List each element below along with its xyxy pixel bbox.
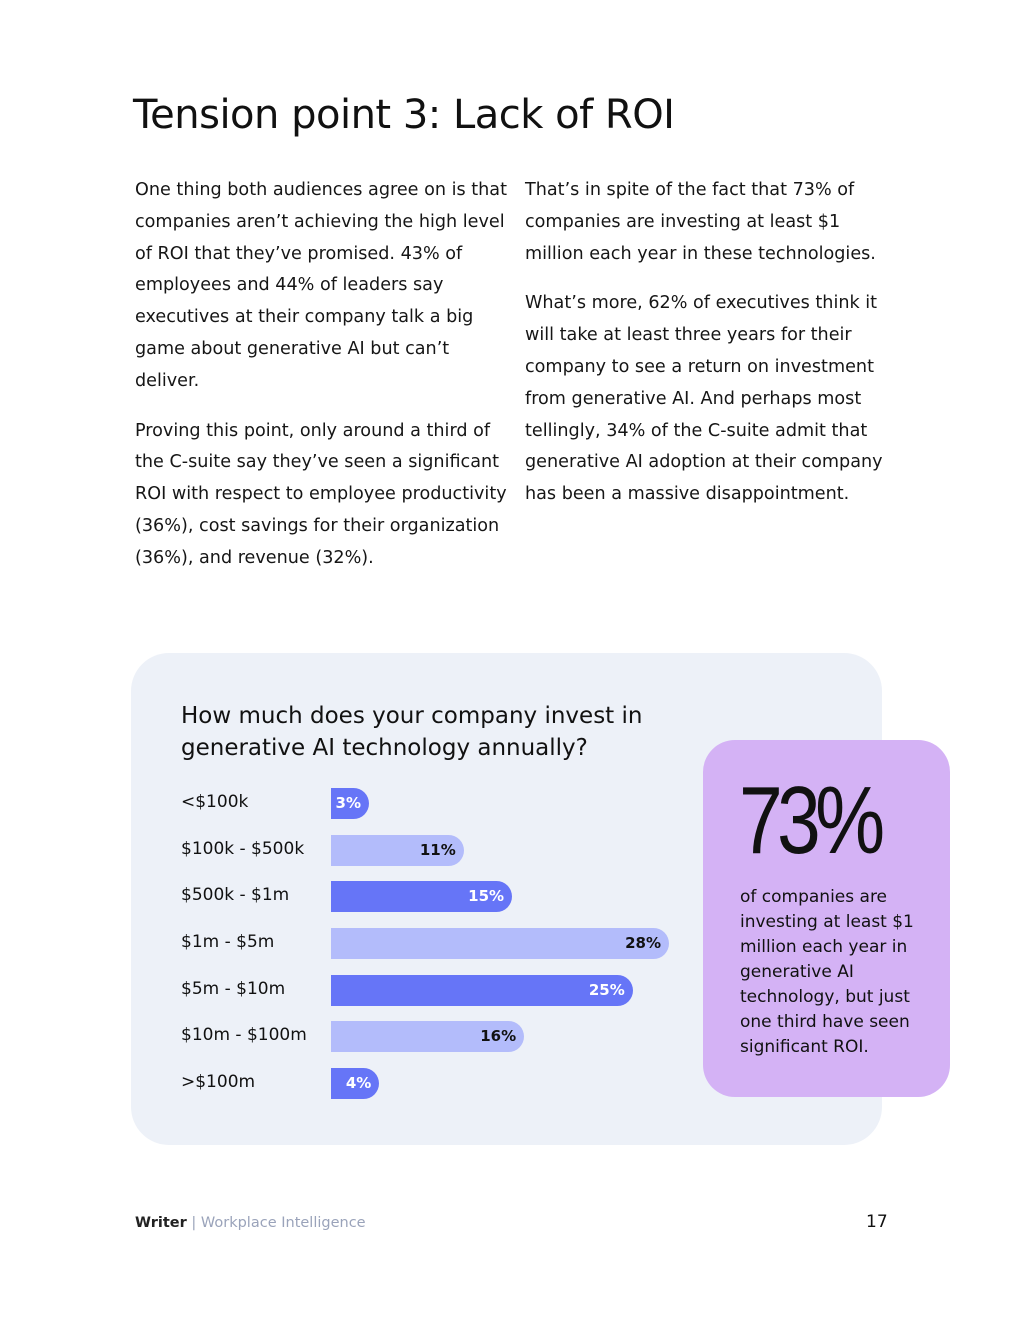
footer-brand: [135, 1215, 366, 1231]
bar-value-label: 3%: [335, 794, 361, 812]
bar: [331, 788, 369, 819]
body-column-right: [525, 175, 897, 529]
bar: [331, 928, 669, 959]
bar: [331, 975, 633, 1006]
bar-value-label: 25%: [588, 980, 625, 999]
bar: [331, 835, 464, 866]
paragraph: One thing both audiences agree on is that companies aren’t achieving the high level of ROI that they’ve promised. 43% of employees and 44% of leaders say executives at their company talk a big game about generative AI but can’t deliver.: [135, 180, 507, 391]
stat-callout-card: [703, 740, 950, 1097]
bar-category-label: $500k - $1m: [181, 885, 290, 906]
bar-category-label: >$100m: [181, 1072, 256, 1093]
bar-value-label: 11%: [419, 840, 456, 859]
bar: [331, 881, 512, 912]
brand-org: Workplace Intelligence: [200, 1215, 366, 1231]
page-number: 17: [866, 1212, 888, 1232]
bar-category-label: $100k - $500k: [181, 838, 305, 859]
brand-name: Writer: [135, 1215, 187, 1231]
bar-value-label: 15%: [468, 887, 505, 906]
bar: [331, 1021, 524, 1052]
page-title: Tension point 3: Lack of ROI: [133, 92, 675, 138]
bar-category-label: $1m - $5m: [181, 932, 275, 953]
body-column-left: [135, 175, 507, 593]
bar-value-label: 4%: [345, 1074, 372, 1093]
bar-category-label: $10m - $100m: [181, 1025, 307, 1046]
brand-separator: |: [191, 1215, 197, 1231]
bar-category-label: <$100k: [181, 792, 249, 812]
bar-value-label: 16%: [480, 1027, 517, 1046]
stat-description: of companies are investing at least $1 million each year in generative AI technology, but just one third have seen significant ROI.: [740, 887, 914, 1057]
paragraph: That’s in spite of the fact that 73% of companies are investing at least $1 million each year in these technologies.: [525, 180, 876, 264]
chart-title: How much does your company invest in generative AI technology annually?: [181, 703, 643, 761]
bar: [331, 1068, 379, 1099]
stat-number: 73%: [739, 767, 880, 874]
paragraph: What’s more, 62% of executives think it will take at least three years for their company to see a return on investment from generative AI. And perhaps most tellingly, 34% of the C-suite admit that generative AI adoption at their company has been a massive disappointment.: [525, 293, 883, 505]
bar-value-label: 28%: [625, 934, 661, 953]
bar-category-label: $5m - $10m: [181, 978, 286, 999]
paragraph: Proving this point, only around a third of the C-suite say they’ve seen a significant ROI with respect to employee productivity (36%), cost savings for their organization (36%), and revenue (32%).: [135, 420, 507, 568]
